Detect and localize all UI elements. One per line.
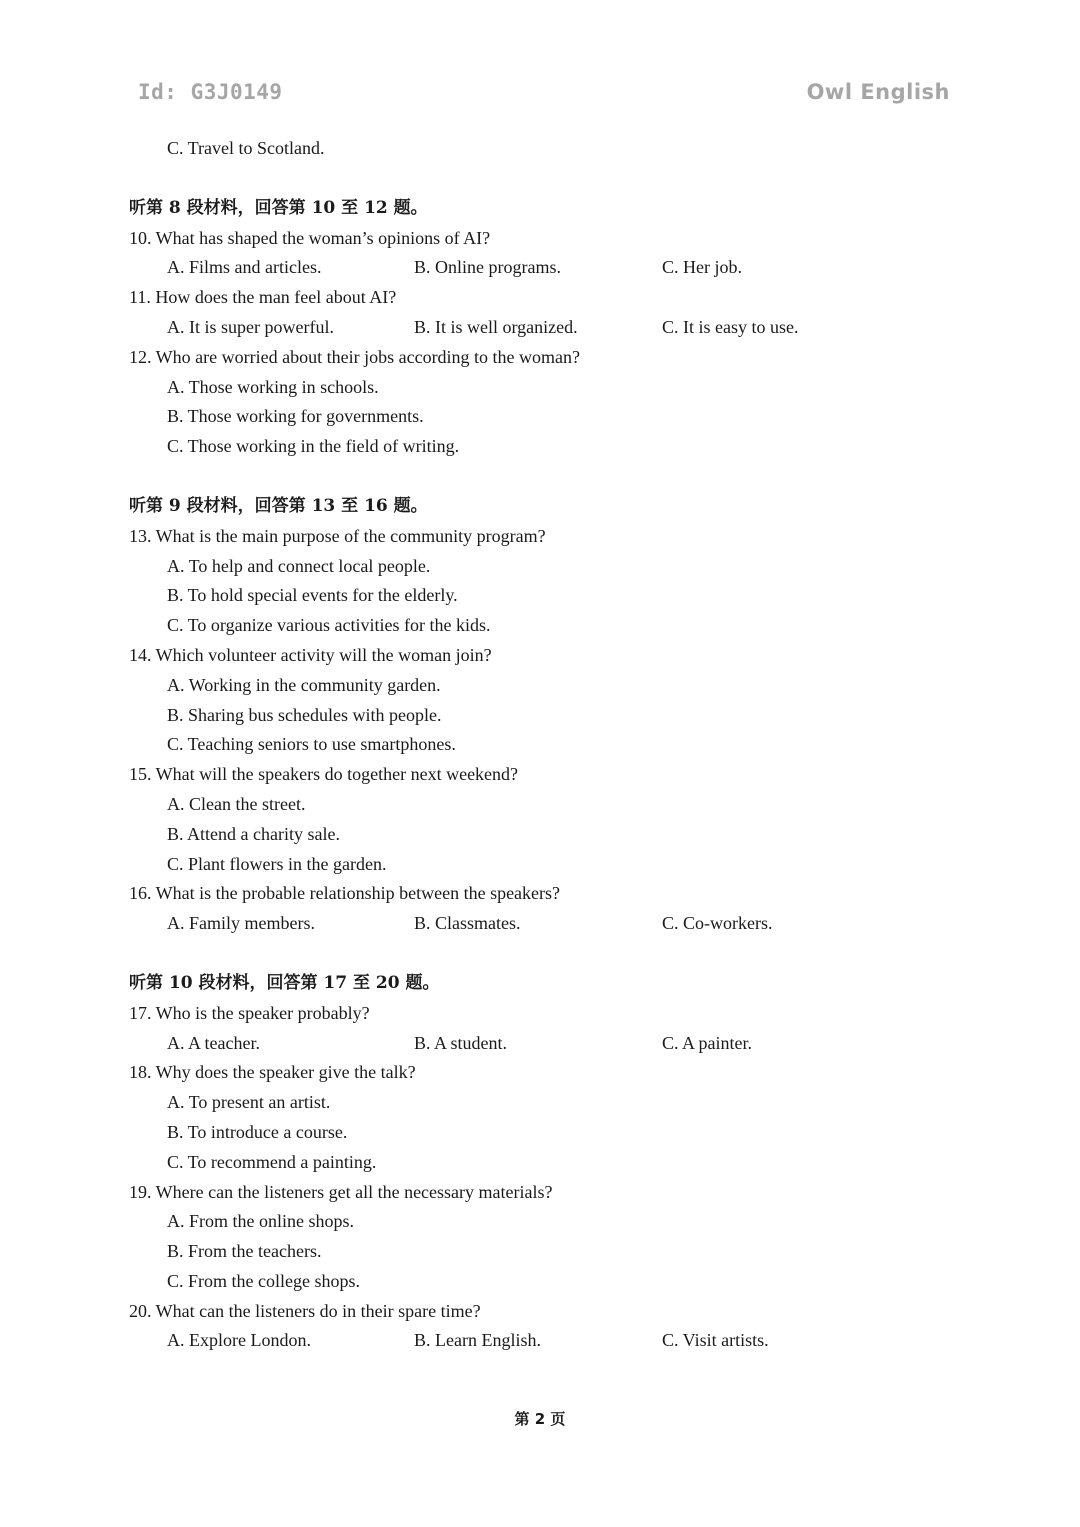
option-b: B. To hold special events for the elderly. <box>167 585 458 606</box>
section-heading: 听第 8 段材料，回答第 10 至 12 题。 <box>129 197 428 218</box>
option-a: A. Those working in schools. <box>167 376 379 397</box>
option-b: B. Learn English. <box>414 1330 541 1351</box>
options-row <box>129 253 959 283</box>
option-c: C. Plant flowers in the garden. <box>167 853 387 874</box>
option-a: A. To help and connect local people. <box>167 555 431 576</box>
question: 11. How does the man feel about AI? <box>129 287 397 308</box>
option-a: A. To present an artist. <box>167 1092 331 1113</box>
option-b: B. A student. <box>414 1032 508 1053</box>
option-c: C. Teaching seniors to use smartphones. <box>167 734 456 755</box>
option-a: A. Family members. <box>167 913 315 934</box>
option-a: A. Explore London. <box>167 1330 311 1351</box>
option-b: B. From the teachers. <box>167 1241 322 1262</box>
option-a: A. It is super powerful. <box>167 316 334 337</box>
option-a: A. From the online shops. <box>167 1211 354 1232</box>
option-c: C. It is easy to use. <box>662 316 799 337</box>
page-number: 第 2 页 <box>514 1410 566 1428</box>
option-b: B. Attend a charity sale. <box>167 823 340 844</box>
question: 20. What can the listeners do in their spare time? <box>129 1300 481 1321</box>
section-heading: 听第 10 段材料，回答第 17 至 20 题。 <box>129 972 440 993</box>
question: 10. What has shaped the woman’s opinions of AI? <box>129 227 491 248</box>
question: 15. What will the speakers do together next weekend? <box>129 764 519 785</box>
option-b: B. Sharing bus schedules with people. <box>167 704 442 725</box>
question: 14. Which volunteer activity will the woman join? <box>129 644 492 665</box>
question: 12. Who are worried about their jobs according to the woman? <box>129 346 581 367</box>
question: 17. Who is the speaker probably? <box>129 1002 370 1023</box>
document-id: Id: G3J0149 <box>138 80 283 104</box>
option-line: C. Travel to Scotland. <box>167 138 325 158</box>
question: 18. Why does the speaker give the talk? <box>129 1062 416 1083</box>
option-c: C. Her job. <box>662 257 742 278</box>
option-b: B. Classmates. <box>414 913 521 934</box>
section-heading: 听第 9 段材料，回答第 13 至 16 题。 <box>129 495 428 516</box>
option-c: C. Those working in the field of writing. <box>167 436 460 457</box>
option-c: C. Visit artists. <box>662 1330 769 1351</box>
option-b: B. It is well organized. <box>414 316 578 337</box>
option-c: C. Co-workers. <box>662 913 773 934</box>
options-row <box>129 909 959 939</box>
question: 13. What is the main purpose of the community program? <box>129 525 546 546</box>
question: 16. What is the probable relationship between the speakers? <box>129 883 561 904</box>
option-b: B. Those working for governments. <box>167 406 424 427</box>
question: 19. Where can the listeners get all the necessary materials? <box>129 1181 553 1202</box>
exam-content <box>129 134 959 1356</box>
options-row <box>129 313 959 343</box>
option-a: A. Working in the community garden. <box>167 674 441 695</box>
option-a: A. A teacher. <box>167 1032 260 1053</box>
option-b: B. To introduce a course. <box>167 1121 348 1142</box>
option-a: A. Clean the street. <box>167 793 306 814</box>
brand-name: Owl English <box>806 80 950 104</box>
options-row <box>129 1326 959 1356</box>
option-a: A. Films and articles. <box>167 257 322 278</box>
option-b: B. Online programs. <box>414 257 561 278</box>
options-row <box>129 1029 959 1059</box>
option-c: C. From the college shops. <box>167 1270 360 1291</box>
option-c: C. To recommend a painting. <box>167 1151 377 1172</box>
option-c: C. A painter. <box>662 1032 752 1053</box>
option-c: C. To organize various activities for the kids. <box>167 615 491 636</box>
